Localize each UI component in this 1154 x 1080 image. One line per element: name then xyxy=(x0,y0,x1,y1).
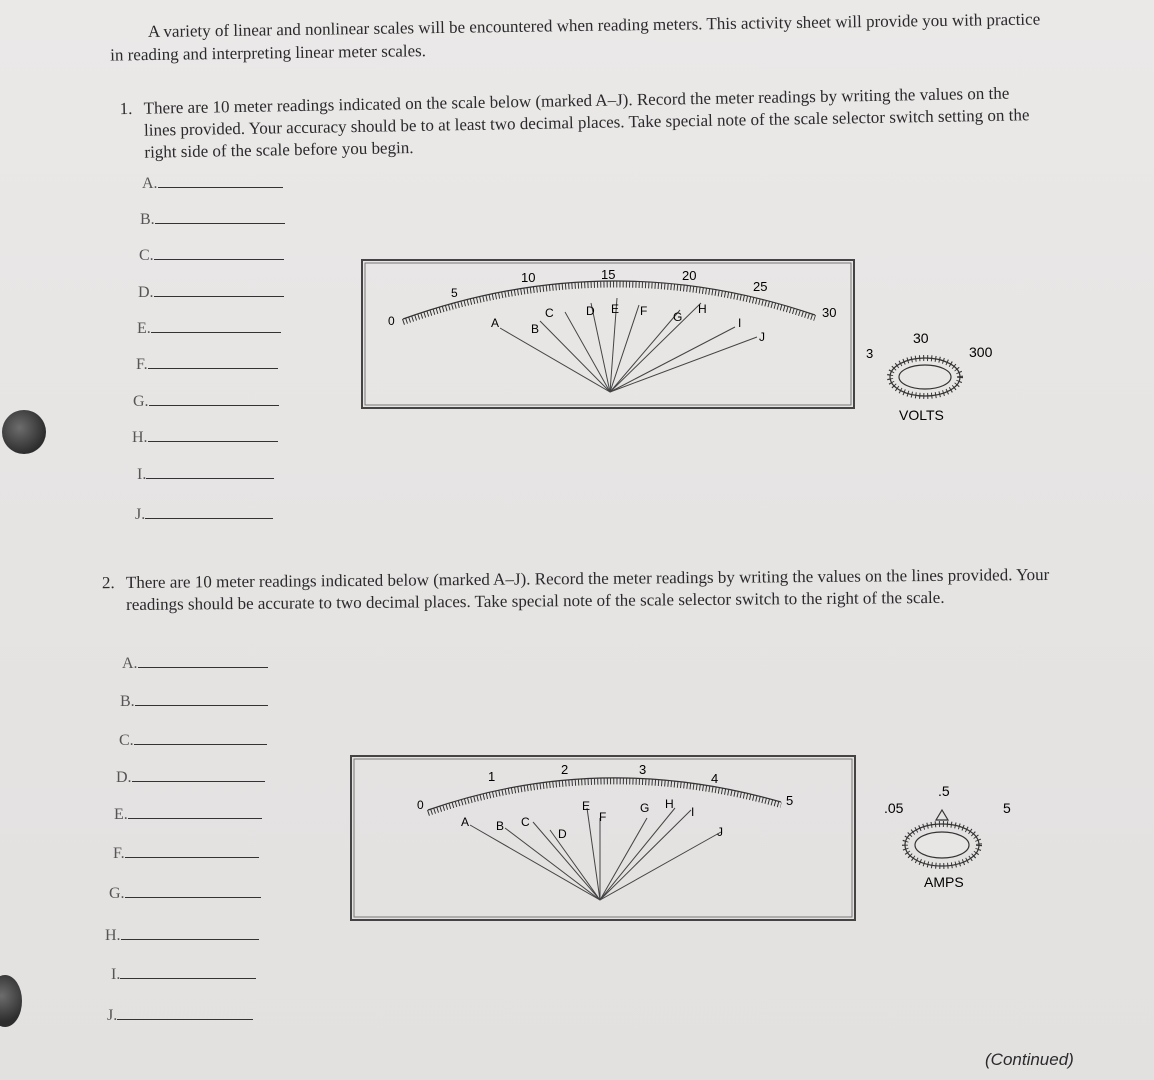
pointer-label-d: D xyxy=(586,304,595,318)
scale-label-25: 25 xyxy=(753,279,768,294)
selector-knob-inner xyxy=(915,832,969,858)
pointer-label-h: H xyxy=(665,797,674,811)
meter-frame-inner xyxy=(354,759,852,917)
selector-position-005: .05 xyxy=(884,800,904,816)
pointer-g xyxy=(610,310,683,392)
scale-label-30: 30 xyxy=(822,305,837,320)
scale-ticks xyxy=(428,781,781,813)
question-number: 2. xyxy=(101,573,115,593)
answer-blank-b[interactable]: B. xyxy=(140,211,285,229)
scale-label-0: 0 xyxy=(417,798,424,812)
scale-label-0: 0 xyxy=(388,314,395,328)
selector-unit-label: VOLTS xyxy=(899,407,944,423)
question-text: There are 10 meter readings indicated below (marked A–J). Record the meter readings by writing the values on the lines provided. Your readings should be accurate to two decimal places. Take special note of the scale selector switch to the right of the scale. xyxy=(125,564,1050,615)
answer-blank-d[interactable]: D. xyxy=(138,284,284,302)
answer-blank-b[interactable]: B. xyxy=(120,693,268,711)
pointer-lines xyxy=(500,298,757,392)
answer-blank-g[interactable]: G. xyxy=(133,393,279,411)
pointer-h xyxy=(600,808,675,900)
pointer-label-e: E xyxy=(611,302,620,316)
answer-blank-h[interactable]: H. xyxy=(132,429,278,447)
selector-knob-inner xyxy=(899,365,951,389)
pointer-label-i: I xyxy=(738,316,742,330)
answer-blank-e[interactable]: E. xyxy=(114,806,262,824)
selector-pointer-icon xyxy=(936,810,948,820)
pointer-label-c: C xyxy=(521,815,530,829)
answer-blank-d[interactable]: D. xyxy=(116,769,265,787)
pointer-label-f: F xyxy=(599,810,607,824)
pointer-label-i: I xyxy=(691,805,695,819)
pointer-j xyxy=(600,832,721,900)
volts-selector-switch[interactable] xyxy=(860,322,1010,427)
binder-hole xyxy=(0,975,22,1027)
pointer-h xyxy=(610,303,701,392)
binder-hole xyxy=(2,410,46,454)
answer-blank-i[interactable]: I. xyxy=(111,966,256,984)
pointer-j xyxy=(610,337,757,392)
scale-label-15: 15 xyxy=(601,267,616,282)
scale-label-2: 2 xyxy=(561,762,569,777)
answer-blank-a[interactable]: A. xyxy=(122,655,268,673)
continued-note: (Continued) xyxy=(985,1050,1074,1069)
intro-paragraph: A variety of linear and nonlinear scales will be encountered when reading meters. This activity sheet will provide you with practice in reading and interpreting linear meter scales. xyxy=(110,9,1041,65)
selector-position-5: 5 xyxy=(1003,800,1011,816)
pointer-label-e: E xyxy=(582,799,591,813)
answer-blank-c[interactable]: C. xyxy=(139,247,284,265)
question-number: 1. xyxy=(119,98,133,119)
meter-frame xyxy=(362,260,854,408)
answer-blank-e[interactable]: E. xyxy=(137,320,281,338)
selector-position-30: 30 xyxy=(913,330,929,346)
answer-blank-j[interactable]: J. xyxy=(135,506,273,524)
scale-label-10: 10 xyxy=(521,270,536,285)
scale-label-4: 4 xyxy=(711,771,719,786)
answer-blank-c[interactable]: C. xyxy=(119,732,267,750)
meter-face-2 xyxy=(345,750,865,925)
pointer-label-f: F xyxy=(640,304,648,318)
answer-blank-i[interactable]: I. xyxy=(137,466,274,484)
answer-blank-h[interactable]: H. xyxy=(105,927,259,945)
pointer-a xyxy=(470,825,600,900)
scale-label-5: 5 xyxy=(786,793,794,808)
selector-position-05: .5 xyxy=(938,783,950,799)
answer-blank-g[interactable]: G. xyxy=(109,885,261,903)
pointer-label-a: A xyxy=(461,815,470,829)
amps-selector-switch[interactable] xyxy=(870,780,1030,895)
scale-label-5: 5 xyxy=(451,286,458,300)
question-text: There are 10 meter readings indicated on the scale below (marked A–J). Record the meter readings by writing the values on the lines provided. Your accuracy should be to at least two decimal places. Take special note of the scale selector switch setting on the right side of the scale before you begin. xyxy=(143,83,1030,162)
pointer-label-c: C xyxy=(545,306,554,320)
question-2 xyxy=(102,564,1067,616)
scale-label-1: 1 xyxy=(488,769,496,784)
pointer-b xyxy=(505,828,600,900)
pointer-label-g: G xyxy=(640,801,650,815)
selector-position-3: 3 xyxy=(866,346,874,361)
scale-label-3: 3 xyxy=(639,762,647,777)
pointer-label-g: G xyxy=(673,310,683,324)
pointer-c xyxy=(565,312,610,392)
meter-face-1 xyxy=(355,255,865,415)
pointer-labels xyxy=(461,797,723,841)
selector-position-300: 300 xyxy=(969,344,993,360)
answer-blank-f[interactable]: F. xyxy=(113,845,259,863)
pointer-label-j: J xyxy=(717,825,723,839)
pointer-b xyxy=(540,321,610,392)
pointer-g xyxy=(600,818,647,900)
selector-unit-label: AMPS xyxy=(924,874,964,890)
pointer-label-b: B xyxy=(531,322,540,336)
pointer-label-h: H xyxy=(698,302,707,316)
scale-label-20: 20 xyxy=(682,268,697,283)
pointer-label-j: J xyxy=(759,330,765,344)
question-1 xyxy=(119,82,1050,164)
answer-blank-f[interactable]: F. xyxy=(136,356,278,374)
pointer-i xyxy=(600,810,691,900)
pointer-label-a: A xyxy=(491,316,500,330)
answer-blank-a[interactable]: A. xyxy=(142,175,283,193)
pointer-label-b: B xyxy=(496,819,505,833)
pointer-a xyxy=(500,328,610,392)
pointer-label-d: D xyxy=(558,827,567,841)
answer-blank-j[interactable]: J. xyxy=(107,1007,253,1025)
pointer-lines xyxy=(470,808,721,900)
